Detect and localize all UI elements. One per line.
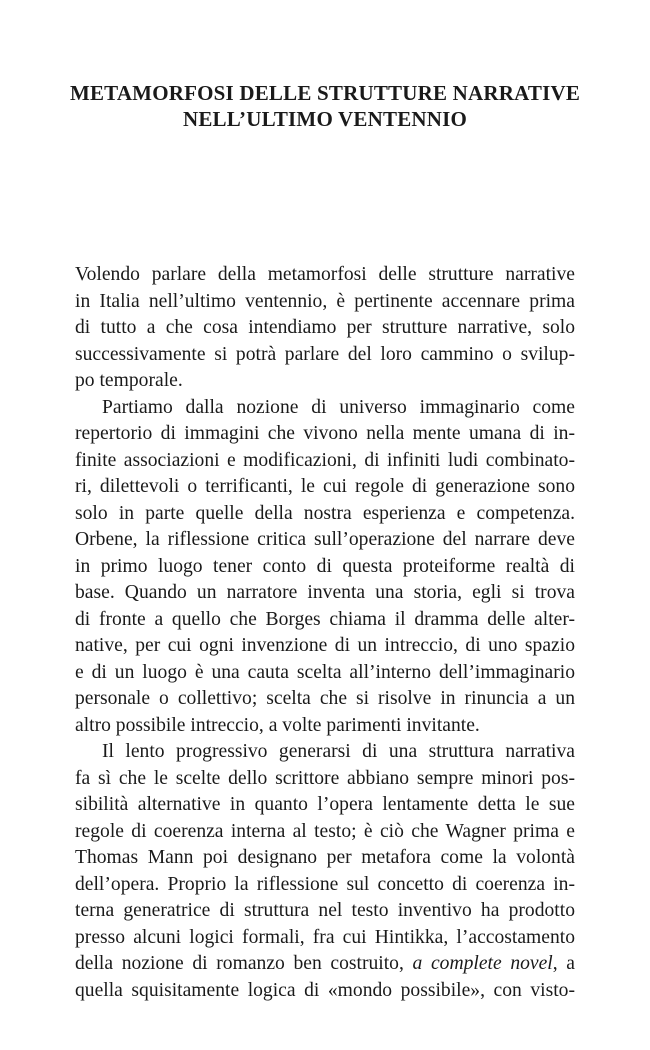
- text-line: sibilità alternative in quanto l’opera lentamente detta le sue: [75, 794, 575, 815]
- text-line: Il lento progressivo generarsi di una struttura narrativa: [102, 741, 575, 762]
- text-line: solo in parte quelle della nostra esperienza e competenza.: [75, 502, 575, 524]
- text-line: successivamente si potrà parlare del loro cammino o svilup-: [75, 343, 575, 365]
- text-line: fa sì che le scelte dello scrittore abbiano sempre minori pos-: [75, 767, 575, 789]
- text-line: Volendo parlare della metamorfosi delle strutture narrative: [75, 264, 575, 285]
- text-line: po temporale.: [75, 370, 183, 391]
- text-line: ri, dilettevoli o terrificanti, le cui regole di generazione sono: [75, 476, 575, 497]
- text-line: dell’opera. Proprio la riflessione sul concetto di coerenza in-: [75, 873, 575, 895]
- chapter-title-line-1: METAMORFOSI DELLE STRUTTURE NARRATIVE: [69, 81, 581, 105]
- text-line: in primo luogo tener conto di questa proteiforme realtà di: [75, 555, 575, 577]
- text-line: e di un luogo è una cauta scelta all’interno dell’immaginario: [75, 661, 575, 683]
- text-line: native, per cui ogni invenzione di un intreccio, di uno spazio: [75, 635, 575, 656]
- text-line: Thomas Mann poi designano per metafora come la volontà: [75, 847, 575, 868]
- text-line: di tutto a che cosa intendiamo per strutture narrative, solo: [75, 317, 575, 338]
- paragraph-2: [75, 395, 575, 740]
- text-line: presso alcuni logici formali, fra cui Hintikka, l’accostamento: [75, 926, 575, 948]
- italic-phrase: a complete novel: [412, 953, 553, 974]
- paragraph-1: [75, 262, 575, 395]
- text-run: , a: [552, 953, 576, 974]
- paragraph-3: [75, 739, 575, 1004]
- text-line: in Italia nell’ultimo ventennio, è pertinente accennare prima: [75, 290, 575, 312]
- chapter-title: [0, 80, 650, 132]
- text-line: terna generatrice di struttura nel testo inventivo ha prodotto: [75, 900, 575, 921]
- text-line: regole di coerenza interna al testo; è ciò che Wagner prima e: [75, 820, 575, 842]
- text-line: repertorio di immagini che vivono nella mente umana di in-: [75, 423, 575, 444]
- text-run: della nozione di romanzo ben costruito,: [75, 953, 413, 974]
- text-line: quella squisitamente logica di «mondo possibile», con visto-: [75, 979, 575, 1001]
- text-line: finite associazioni e modificazioni, di infiniti ludi combinato-: [75, 449, 575, 471]
- text-line: di fronte a quello che Borges chiama il dramma delle alter-: [75, 608, 575, 630]
- text-line: altro possibile intreccio, a volte parimenti invitante.: [75, 714, 480, 736]
- text-line-with-italic: [75, 951, 575, 978]
- text-line: Orbene, la riflessione critica sull’operazione del narrare deve: [75, 529, 575, 550]
- text-line: Partiamo dalla nozione di universo immaginario come: [102, 396, 575, 418]
- text-line: personale o collettivo; scelta che si risolve in rinuncia a un: [75, 688, 575, 709]
- text-line: base. Quando un narratore inventa una storia, egli si trova: [75, 582, 575, 603]
- body-text: [75, 262, 575, 1004]
- chapter-title-line-2: NELL’ULTIMO VENTENNIO: [182, 107, 468, 131]
